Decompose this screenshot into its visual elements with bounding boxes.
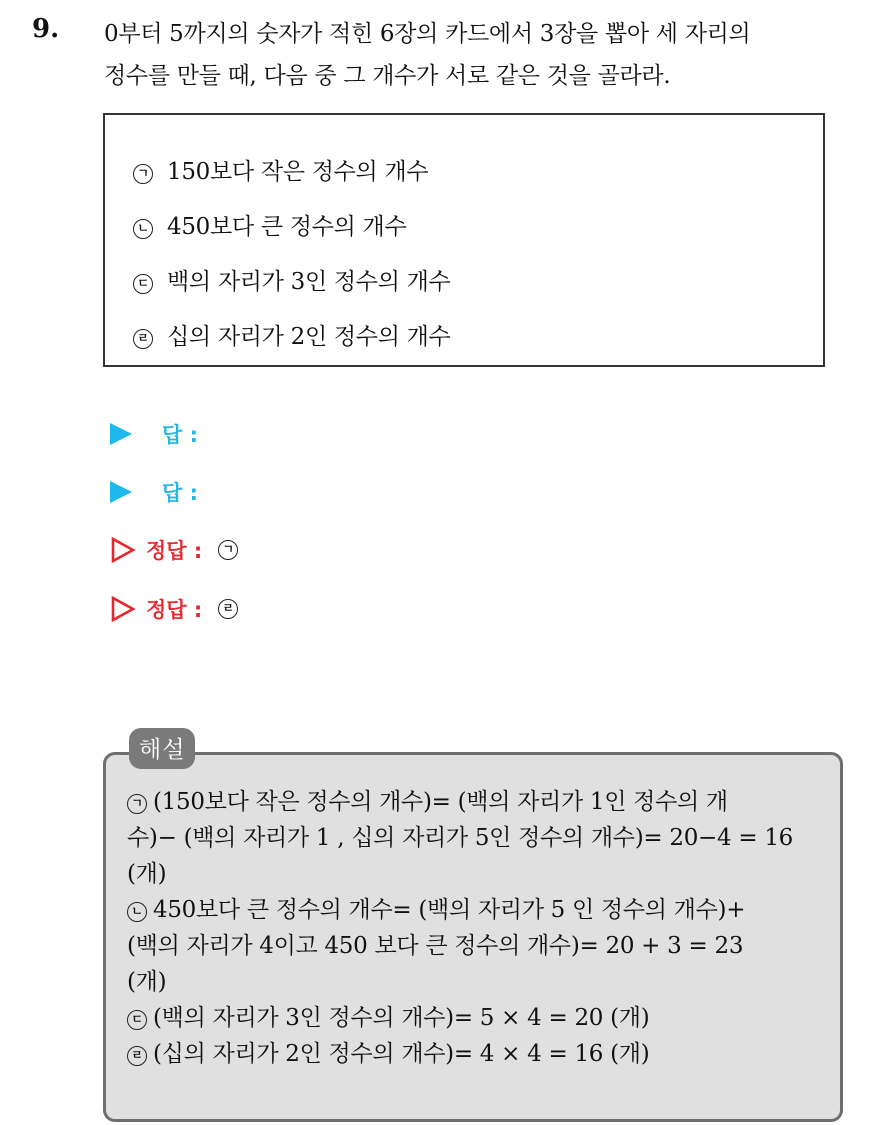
- choice-item-1: [133, 153, 428, 186]
- circled-nieun-marker: ㄴ: [127, 902, 147, 922]
- outline-triangle-icon: [110, 537, 136, 563]
- question-line-1: 0부터 5까지의 숫자가 적힌 6장의 카드에서 3장을 뽑아 세 자리의: [104, 21, 751, 47]
- circled-digeut-marker: ㄷ: [133, 274, 153, 294]
- explanation-line: (개): [127, 969, 167, 995]
- answer-label: 답 :: [162, 423, 198, 447]
- circled-rieul-marker: ㄹ: [127, 1046, 147, 1066]
- explanation-text: [127, 784, 827, 1072]
- choices-box: [103, 113, 825, 367]
- choice-text: 백의 자리가 3인 정수의 개수: [167, 269, 451, 295]
- question-number: 9.: [32, 14, 60, 44]
- answer-blank-row-2: [110, 476, 198, 508]
- outline-triangle-icon: [110, 596, 136, 622]
- explanation-line: ㄱ (150보다 작은 정수의 개수)= (백의 자리가 1인 정수의 개: [127, 784, 827, 820]
- choice-text: 150보다 작은 정수의 개수: [167, 159, 429, 185]
- explanation-tag: 해설: [129, 728, 195, 769]
- play-triangle-icon: [110, 423, 132, 445]
- correct-answer-label: 정답 :: [146, 598, 203, 622]
- correct-answer-value: [218, 540, 238, 560]
- choice-text: 십의 자리가 2인 정수의 개수: [167, 324, 451, 350]
- choice-item-4: [133, 318, 450, 351]
- correct-answer-label: 정답 :: [146, 539, 203, 563]
- circled-digeut-marker: ㄷ: [127, 1010, 147, 1030]
- explanation-line: ㄹ (십의 자리가 2인 정수의 개수)= 4 × 4 = 16 (개): [127, 1036, 827, 1072]
- explanation-line: (백의 자리가 4이고 450 보다 큰 정수의 개수)= 20 + 3 = 23: [127, 933, 744, 959]
- explanation-line: 수)− (백의 자리가 1 , 십의 자리가 5인 정수의 개수)= 20−4 = 16: [127, 825, 793, 851]
- play-triangle-icon: [110, 481, 132, 503]
- correct-answer-value: [218, 599, 238, 619]
- circled-giyeok-marker: ㄱ: [133, 164, 153, 184]
- answer-label: 답 :: [162, 481, 198, 505]
- explanation-line: ㄷ (백의 자리가 3인 정수의 개수)= 5 × 4 = 20 (개): [127, 1000, 827, 1036]
- choice-item-3: [133, 263, 450, 296]
- circled-rieul-marker: ㄹ: [218, 599, 238, 619]
- circled-rieul-marker: ㄹ: [133, 329, 153, 349]
- choice-text: 450보다 큰 정수의 개수: [167, 214, 407, 240]
- correct-answer-row-1: [110, 534, 238, 566]
- explanation-line: (개): [127, 861, 167, 887]
- question-text: [104, 13, 874, 97]
- circled-giyeok-marker: ㄱ: [127, 794, 147, 814]
- correct-answer-row-2: [110, 593, 238, 625]
- answer-blank-row-1: [110, 418, 198, 450]
- circled-giyeok-marker: ㄱ: [218, 540, 238, 560]
- choice-item-2: [133, 208, 406, 241]
- explanation-line: ㄴ 450보다 큰 정수의 개수= (백의 자리가 5 인 정수의 개수)+: [127, 892, 827, 928]
- question-line-2: 정수를 만들 때, 다음 중 그 개수가 서로 같은 것을 골라라.: [104, 63, 671, 89]
- circled-nieun-marker: ㄴ: [133, 219, 153, 239]
